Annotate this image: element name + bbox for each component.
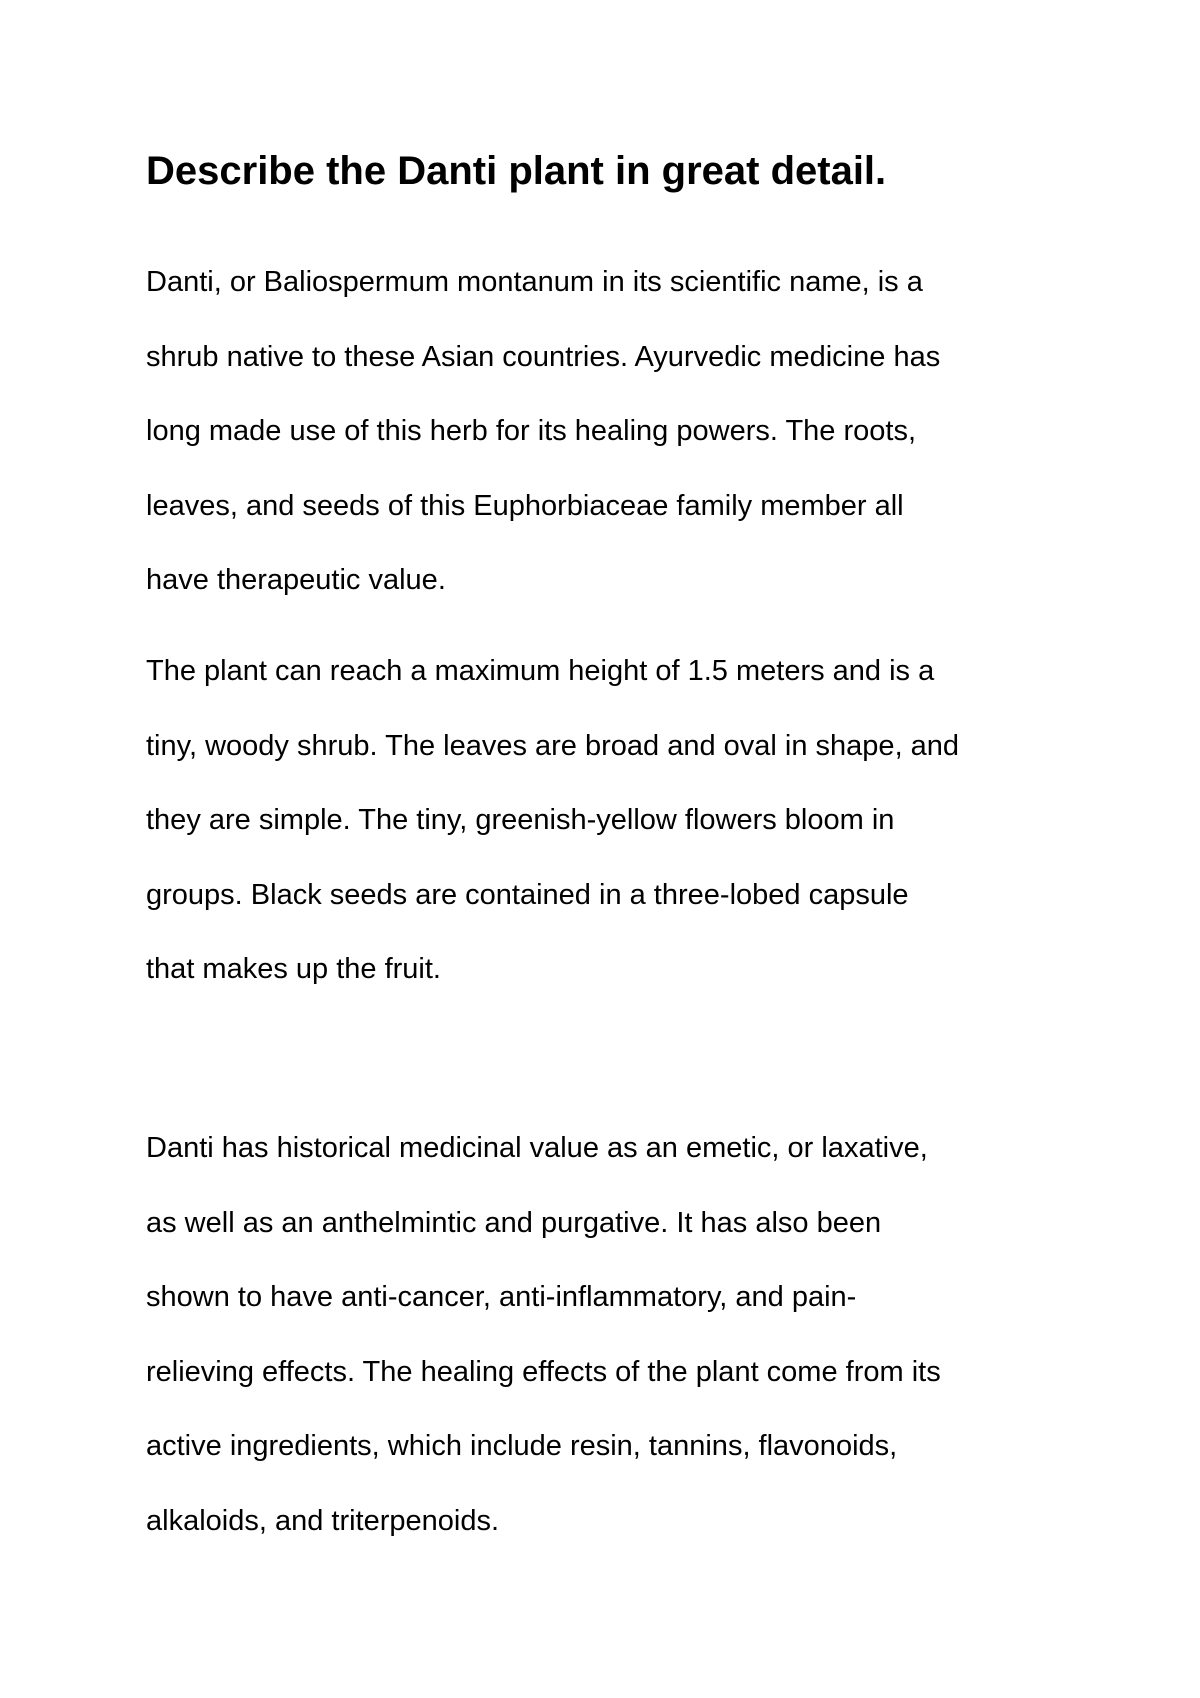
paragraph-line: long made use of this herb for its healing powers. The roots,	[146, 415, 917, 447]
paragraph-line: Danti has historical medicinal value as an emetic, or laxative,	[146, 1132, 928, 1164]
paragraph-line: Danti, or Baliospermum montanum in its scientific name, is a	[146, 266, 923, 298]
paragraph-line: The plant can reach a maximum height of 1.5 meters and is a	[146, 655, 935, 687]
paragraph-line: relieving effects. The healing effects of the plant come from its	[146, 1355, 941, 1388]
paragraph-line: tiny, woody shrub. The leaves are broad and oval in shape, and	[146, 729, 960, 762]
paragraph-line: shown to have anti-cancer, anti-inflammatory, and pain-	[146, 1281, 857, 1313]
paragraph-plant-overview	[146, 245, 1106, 618]
document-title: Describe the Danti plant in great detail.	[146, 149, 887, 193]
paragraph-line: alkaloids, and triterpenoids.	[146, 1504, 500, 1537]
paragraph-line: they are simple. The tiny, greenish-yellow flowers bloom in	[146, 804, 895, 836]
paragraph-medicinal-value	[146, 1111, 1106, 1558]
paragraph-line: leaves, and seeds of this Euphorbiaceae family member all	[146, 489, 904, 522]
paragraph-line: groups. Black seeds are contained in a three-lobed capsule	[146, 878, 909, 911]
paragraph-line: shrub native to these Asian countries. Ayurvedic medicine has	[146, 340, 941, 373]
paragraph-line: as well as an anthelmintic and purgative. It has also been	[146, 1206, 882, 1239]
paragraph-line: have therapeutic value.	[146, 564, 446, 596]
paragraph-line: active ingredients, which include resin, tannins, flavonoids,	[146, 1430, 898, 1462]
paragraph-plant-description	[146, 634, 1106, 1007]
paragraph-line: that makes up the fruit.	[146, 953, 441, 985]
